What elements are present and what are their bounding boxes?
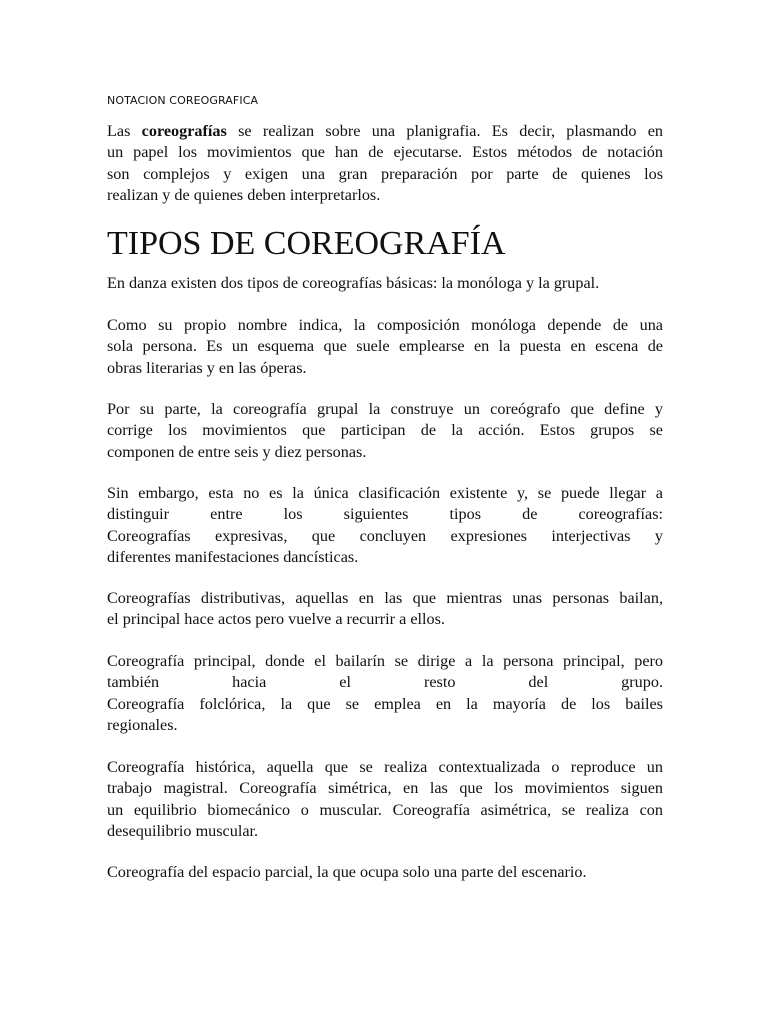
paragraph-line: trabajo magistral. Coreografía simétrica, en las que los movimientos siguen	[107, 779, 663, 798]
paragraph-line: Coreografías distributivas, aquellas en las que mientras unas personas bailan,	[107, 589, 663, 607]
paragraph-line: sola persona. Es un esquema que suele emplearse en la puesta en escena de	[107, 337, 663, 356]
paragraph-line: distinguir entre los siguientes tipos de coreografías:	[107, 505, 663, 524]
paragraph-8	[107, 862, 663, 883]
paragraph-line: En danza existen dos tipos de coreografías básicas: la monóloga y la grupal.	[107, 274, 600, 292]
paragraph-line: diferentes manifestaciones dancísticas.	[107, 548, 359, 567]
paragraph-6	[107, 651, 663, 737]
paragraph-line: el principal hace actos pero vuelve a recurrir a ellos.	[107, 610, 445, 629]
paragraph-1	[107, 273, 663, 294]
intro-line-2: un papel los movimientos que han de ejecutarse. Estos métodos de notación	[107, 143, 663, 162]
paragraph-7	[107, 757, 663, 843]
paragraph-line: Coreografía principal, donde el bailarín se dirige a la persona principal, pero	[107, 652, 663, 670]
paragraph-line: obras literarias y en las óperas.	[107, 358, 307, 377]
paragraph-2	[107, 315, 663, 379]
paragraph-line: componen de entre seis y diez personas.	[107, 442, 367, 461]
intro-line-1: Las coreografías se realizan sobre una planigrafia. Es decir, plasmando en	[107, 122, 663, 140]
paragraph-line: desequilibrio muscular.	[107, 822, 259, 841]
paragraph-line: Coreografía del espacio parcial, la que ocupa solo una parte del escenario.	[107, 863, 587, 881]
paragraph-line: Sin embargo, esta no es la única clasificación existente y, se puede llegar a	[107, 484, 663, 502]
paragraph-line: Como su propio nombre indica, la composición monóloga depende de una	[107, 316, 663, 334]
intro-paragraph	[107, 121, 663, 207]
paragraph-3	[107, 399, 663, 463]
paragraph-line: Coreografía histórica, aquella que se realiza contextualizada o reproduce un	[107, 758, 663, 776]
paragraph-line: regionales.	[107, 716, 178, 735]
paragraph-5	[107, 588, 663, 631]
intro-bold-term: coreografías	[141, 122, 227, 140]
paragraph-line: Por su parte, la coreografía grupal la construye un coreógrafo que define y	[107, 400, 663, 418]
paragraph-4	[107, 483, 663, 569]
intro-line-3: son complejos y exigen una gran preparación por parte de quienes los	[107, 164, 663, 183]
paragraph-line: Coreografías expresivas, que concluyen expresiones interjectivas y	[107, 526, 663, 545]
paragraph-line: Coreografía folclórica, la que se emplea en la mayoría de los bailes	[107, 694, 663, 713]
document-small-heading: NOTACION COREOGRAFICA	[107, 94, 259, 107]
paragraph-line: también hacia el resto del grupo.	[107, 673, 663, 692]
paragraph-line: un equilibrio biomecánico o muscular. Coreografía asimétrica, se realiza con	[107, 800, 663, 819]
intro-line-4: realizan y de quienes deben interpretarlos.	[107, 186, 381, 205]
main-heading: TIPOS DE COREOGRAFÍA	[107, 225, 506, 262]
paragraph-line: corrige los movimientos que participan de la acción. Estos grupos se	[107, 421, 663, 440]
